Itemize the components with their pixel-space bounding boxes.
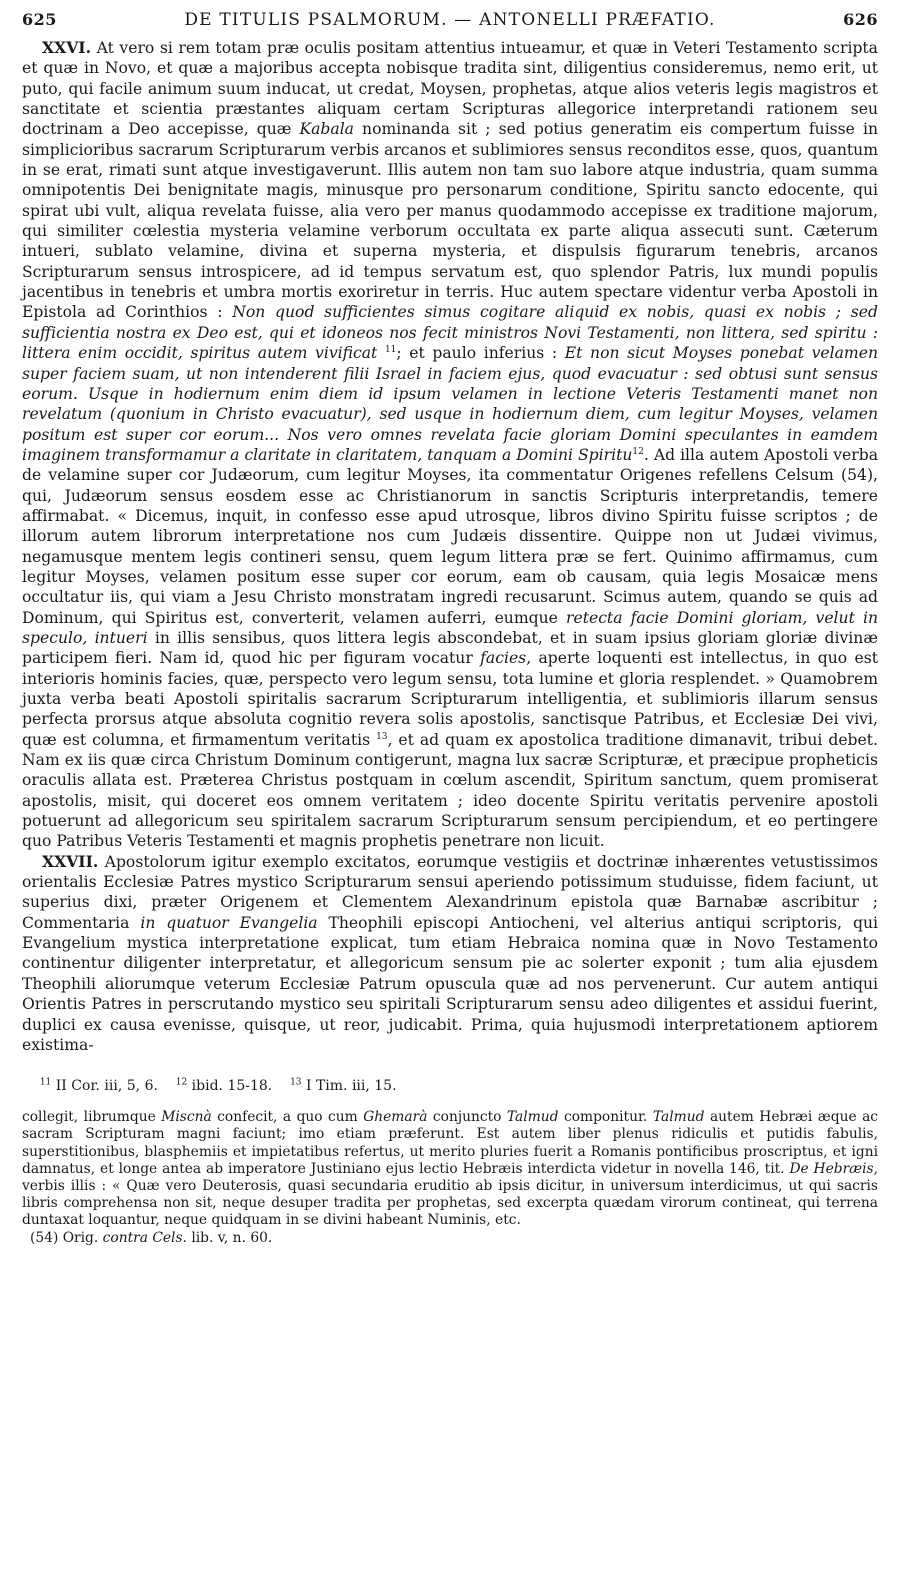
italic-term: facies xyxy=(480,649,527,668)
footnote-marker: 11 xyxy=(384,344,397,355)
page-header xyxy=(22,10,878,38)
text-run: nominanda sit ; sed potius generatim eis compertum fuisse in simplicioribus sacrarum Scripturarum verbis arcanos et sublimiores sensus reconditos esse, quos, quantum in se erat, rimati sunt atque investigaverunt. Illis autem non tam suo labore atque industria, quam summa omnipotentis Dei benignitate magis, minusque pro personarum conditione, Spiritu sancto edocente, qui spirat ubi vult, aliqua revelata fuisse, alia vero per manus quodammodo accepisse ex traditione majorum, qui similiter cœlestia mysteria velamine verborum occultata ex parte aliqua assecuti sunt. Cæterum intueri, sublato velamine, divina et superna mysteria, et dispulsis figurarum tenebris, arcanos Scripturarum sensus introspicere, ad id tempus servatum est, quo splendor Patris, lux mundi populis jacentibus in tenebris et umbra mortis exoriretur in terris. Huc autem spectare videntur verba Apostoli in Epistola ad Corinthios : xyxy=(22,120,878,322)
scripture-quote: retecta facie Domini gloriam, velut in speculo, intueri xyxy=(22,608,878,647)
text-run: autem Hebræi æque ac sacram Scripturam magni faciunt; imo etiam præferunt. Est autem liber plenus ridiculis et putidis fabulis, superstitionibus, blasphemiis et impietatibus refertus, ut merito pluries fuerit a Romanis pontificibus proscriptus, et igni damnatus, et longe antea ab imperatore Justiniano ejus lectio Hebræis interdicta videtur in novella 146, tit. xyxy=(22,1109,879,1177)
text-run: conjuncto xyxy=(432,1109,502,1126)
footnote-number: (54) xyxy=(30,1229,59,1246)
running-title: DE TITULIS PSALMORUM. — ANTONELLI PRÆFATIO. xyxy=(184,10,716,30)
reference-number: 11 xyxy=(39,1077,52,1088)
section-number: XXVI. xyxy=(42,38,92,57)
italic-term: Miscnà xyxy=(161,1109,212,1126)
italic-term: Talmud xyxy=(652,1109,705,1126)
text-run: collegit, librumque xyxy=(22,1109,156,1126)
text-run: Apostolorum igitur exemplo excitatos, eorumque vestigiis et doctrinæ inhærentes vetustissimos orientalis Ecclesiæ Patres mystico Scripturarum sensui aperiendo potissimum studuisse, fidem faciunt, ut superius dixi, præter Origenem et Clementem Alexandrinum epistola quæ Barnabæ ascribitur ; Commentaria xyxy=(22,852,878,932)
text-run: Orig. xyxy=(62,1229,99,1246)
main-text xyxy=(22,38,878,1055)
reference-text: II Cor. iii, 5, 6. xyxy=(55,1078,158,1095)
notes-section xyxy=(22,1077,878,1247)
text-run: , verbis illis : « Quæ vero Deuterosis, quasi secundaria eruditio ab ipsis dicitur, in universum interdicimus, ut qui sacris libris comprehensa non sit, neque desuper tradita per prophetas, sed excerpta quædam virorum contineat, qui terrena duntaxat loquantur, neque quidquam in se divini habeant Numinis, etc. xyxy=(22,1160,879,1229)
reference-number: 13 xyxy=(290,1077,302,1088)
left-page-number: 625 xyxy=(22,10,57,29)
footnote-marker: 12 xyxy=(632,446,644,457)
text-run: confecit, a quo cum xyxy=(217,1109,358,1126)
text-run: Theophili episcopi Antiocheni, vel alterius antiqui scriptoris, qui Evangelium mystica interpretatione explicat, tum etiam Hebraica nomina quæ in Novo Testamento continentur diligenter interpretatur, et allegoricum sensum pie ac solerter exponit ; tum alia ejusdem Theophili aliorumque veterum Ecclesiæ Patrum opuscula quæ ad nos pervenerunt. Cur autem antiqui Orientis Patres in perscrutando mystico seu spiritali Scripturarum sensu adeo diligentes et assidui fuerint, duplici ex causa evenisse, quisque, ut reor, judicabit. Prima, quia hujusmodi interpretationem aptiorem existima- xyxy=(22,913,878,1054)
italic-title: De Hebræis xyxy=(789,1160,874,1177)
footnote-continuation xyxy=(22,1109,878,1229)
footnote-marker: 13 xyxy=(376,731,388,742)
right-page-number: 626 xyxy=(843,10,878,29)
italic-term: Kabala xyxy=(299,120,354,139)
text-run: , aperte loquenti est intellectus, in quo est interioris hominis facies, quæ, perspecto vero legum sensu, tota lumine et gloria resplendet. » Quamobrem juxta verba beati Apostoli spiritalis sacrarum Scripturarum intelligentia, et sublimioris illarum sensus perfecta prorsus atque absoluta cognitio revera solis apostolis, sanctisque Patribus, et Ecclesiæ Dei vivi, quæ est columna, et firmamentum veritatis xyxy=(22,649,878,749)
text-run: in illis sensibus, quos littera legis abscondebat, et in suam ipsius gloriam gloriæ divinæ participem fieri. Nam id, quod hic per figuram vocatur xyxy=(22,628,878,668)
paragraph-27 xyxy=(22,852,878,1055)
reference-text: I Tim. iii, 15. xyxy=(305,1078,397,1095)
italic-title: contra Cels. xyxy=(102,1229,187,1246)
scripture-quote: Non quod sufficientes simus cogitare aliquid ex nobis, quasi ex nobis ; sed sufficientia nostra ex Deo est, qui et idoneos nos fecit ministros Novi Testamenti, non littera, sed spiritu : littera enim occidit, spiritus autem vivificat xyxy=(22,303,878,363)
scripture-references xyxy=(22,1077,878,1095)
text-run: . Ad illa autem Apostoli verba de velamine super cor Judæorum, cum legitur Moyses, ita commentatur Origenes refellens Celsum (54), qui, Judæorum sensus eosdem esse ac Christianorum in sanctis Scripturis interpretandis, temere affirmabat. « Dicemus, inquit, in confesso esse apud utrosque, libros divino Spiritu fuisse scriptos ; de illorum autem librorum interpretatione nos cum Judæis dissentire. Quippe non ut Judæi vivimus, negamusque mentem legis contineri sensu, quem legum littera præ se fert. Quinimo affirmamus, cum legitur Moyses, velamen positum esse super cor eorum, eam ob causam, quia legis Mosaicæ mens occultatur iis, qui viam a Jesu Christo monstratam ingredi recusarunt. Scimus autem, quando se quis ad Dominum, qui Spiritus est, converterit, velamen auferri, eumque xyxy=(22,445,878,627)
paragraph-26 xyxy=(22,38,878,852)
footnote-54 xyxy=(22,1230,878,1247)
scripture-quote: Et non sicut Moyses ponebat velamen super faciem suam, ut non intenderent filii Israel in faciem ejus, quod evacuatur : sed obtusi sunt sensus eorum. Usque in hodiernum enim diem id ipsum velamen in lectione Veteris Testamenti manet non revelatum (quonium in Christo evacuatur), sed usque in hodiernum diem, cum legitur Moyses, velamen positum est super cor eorum... Nos vero omnes revelata facie gloriam Domini speculantes in eamdem imaginem transformamur a claritate in claritatem, tanquam a Domini Spiritu xyxy=(22,344,878,464)
text-run: , et ad quam ex apostolica traditione dimanavit, tribui debet. Nam ex iis quæ circa Christum Dominum contigerunt, magna lux sacræ Scripturæ, et præcipue propheticis oraculis allata est. Præterea Christus postquam in cœlum ascendit, Spiritum sanctum, quem promiserat apostolis, misit, qui doceret eos omnem veritatem ; ideo docente Spiritu veritatis pervenire apostoli potuerunt ad allegoricum seu spiritalem sacrarum Scripturarum sensum percipiendum, et eo pertingere quo Patribus Veteris Testamenti et magnis prophetis penetrare non licuit. xyxy=(22,730,878,851)
text-run: ; et paulo inferius : xyxy=(396,344,558,363)
text-run: lib. v, n. 60. xyxy=(191,1229,273,1246)
reference-text: ibid. 15-18. xyxy=(191,1078,273,1095)
reference-number: 12 xyxy=(175,1077,188,1088)
italic-term: Ghemarà xyxy=(363,1109,428,1126)
text-run: At vero si rem totam præ oculis positam attentius intueamur, et quæ in Veteri Testamento scripta et quæ in Novo, et quæ a majoribus accepta nobisque tradita sint, diligentius consideremus, nemo erit, ut puto, qui facile animum suum inducat, ut credat, Moysen, prophetas, atque alios veteris legis magistros et sanctitate et scientia præstantes aliquam certam Scripturas allegorice interpretandi rationem seu doctrinam a Deo accepisse, quæ xyxy=(22,39,878,139)
text-run: componitur. xyxy=(563,1109,648,1126)
section-number: XXVII. xyxy=(42,851,99,871)
italic-title: in quatuor Evangelia xyxy=(140,913,318,932)
italic-term: Talmud xyxy=(506,1109,559,1126)
